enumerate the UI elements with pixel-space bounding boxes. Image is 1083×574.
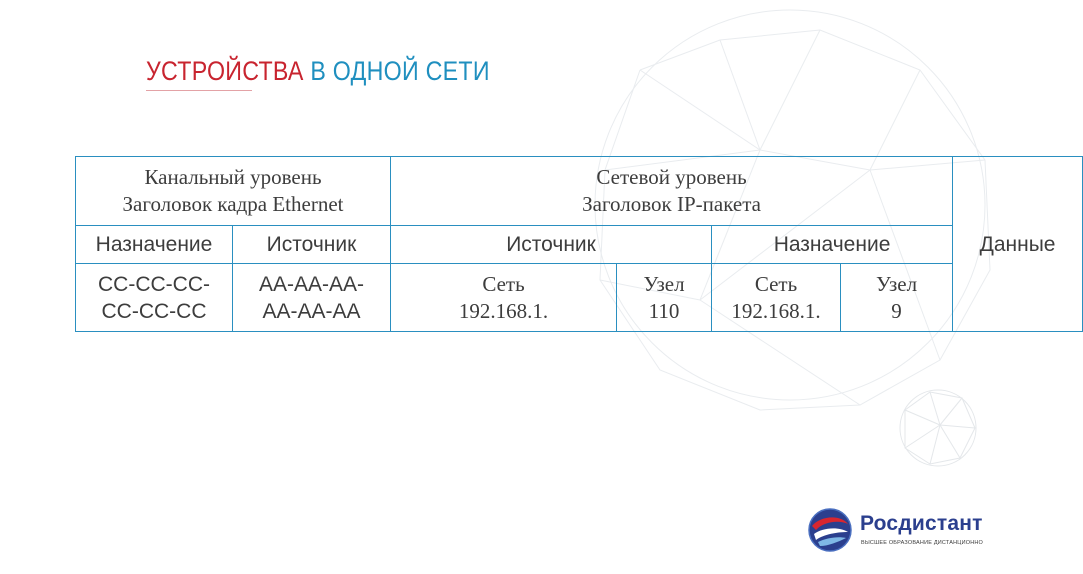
logo-name: Росдистант [860,512,983,535]
destination-network-value: 192.168.1. [731,298,821,323]
logo-swirl-icon [806,506,854,554]
table-row [76,157,1083,226]
source-host-cell [617,264,712,332]
destination-network-label: Сеть [754,271,798,296]
network-layer-title: Сетевой уровень [596,165,747,189]
destination-mac-line2: CC-CC-CC [101,299,207,323]
source-host-label: Узел [643,271,685,296]
rosdistant-logo [806,506,990,554]
net-destination-header: Назначение [712,226,953,264]
destination-host-label: Узел [875,271,918,296]
link-layer-header [76,157,391,226]
source-network-cell [391,264,617,332]
table-row [76,226,1083,264]
title-underline [146,90,252,91]
destination-mac-cell [76,264,233,332]
source-mac-line1: AA-AA-AA- [258,272,365,296]
destination-mac-line1: CC-CC-CC- [98,272,210,296]
source-mac-line2: AA-AA-AA [262,299,361,323]
frame-structure-table [75,156,1083,332]
network-layer-subtitle: Заголовок IP-пакета [582,192,761,216]
link-destination-header: Назначение [76,226,233,264]
title-part-red: УСТРОЙСТВА [146,56,304,86]
destination-network-cell [712,264,841,332]
table-row [76,264,1083,332]
source-mac-cell [233,264,391,332]
source-network-label: Сеть [482,271,525,296]
destination-host-cell [841,264,953,332]
logo-tagline: ВЫСШЕЕ ОБРАЗОВАНИЕ ДИСТАНЦИОННО [861,540,984,546]
source-network-value: 192.168.1. [458,298,549,323]
link-layer-subtitle: Заголовок кадра Ethernet [122,192,344,216]
page-title [146,56,490,87]
net-source-header: Источник [391,226,712,264]
network-layer-header [391,157,953,226]
destination-host-value: 9 [891,298,902,323]
link-source-header: Источник [233,226,391,264]
link-layer-title: Канальный уровень [144,165,322,189]
title-part-blue: В ОДНОЙ СЕТИ [310,56,490,86]
data-cell: Данные [953,157,1083,332]
source-host-value: 110 [648,298,680,323]
